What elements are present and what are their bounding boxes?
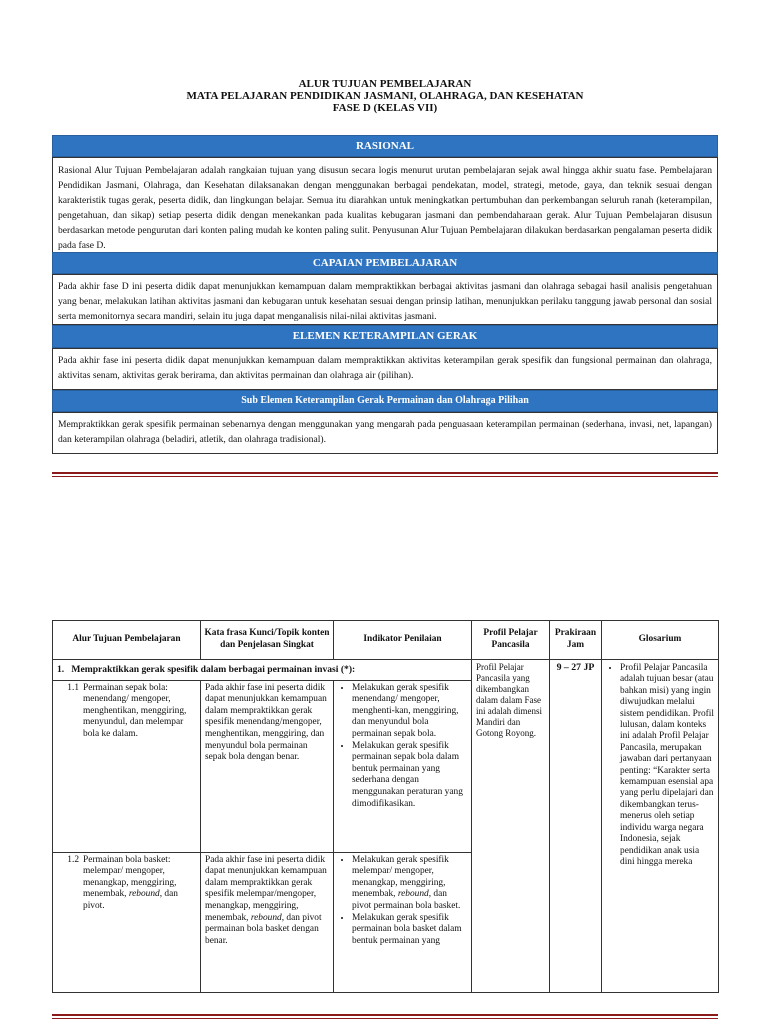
glosarium-cell	[602, 660, 719, 993]
atp-cell	[53, 852, 201, 992]
jam-cell: 9 – 27 JP	[550, 660, 602, 993]
document-title: ALUR TUJUAN PEMBELAJARAN	[298, 78, 472, 90]
capaian-box	[52, 274, 718, 325]
elemen-text: Pada akhir fase ini peserta didik dapat menunjukkan kemampuan dalam mempraktikkan aktivitas keterampilan gerak spesifik dan fungsional permainan dan olahraga, aktivitas senam, aktivitas gerak berirama, dan aktivitas permainan dan olahraga air (pilihan).	[58, 355, 712, 381]
row-number: 1.2	[67, 854, 79, 865]
header-profil: Profil Pelajar Pancasila	[472, 621, 550, 660]
header-glosarium: Glosarium	[602, 621, 719, 660]
page-divider-top-thin	[52, 476, 718, 477]
profil-cell: Profil Pelajar Pancasila yang dikembangkan dalam dalam Fase ini adalah dimensi Mandiri dan Gotong Royong.	[472, 660, 550, 993]
elemen-header: ELEMEN KETERAMPILAN GERAK	[52, 325, 718, 348]
row-number: 1.1	[67, 682, 79, 693]
atp-cell	[53, 680, 201, 852]
goal-heading: 1. Mempraktikkan gerak spesifik dalam berbagai permainan invasi (*):	[53, 660, 472, 681]
rasional-box	[52, 157, 718, 253]
atp-text: Permainan bola basket: melempar/ mengoper, menangkap, menggiring, menembak, rebound, dan pivot.	[83, 854, 178, 911]
page-divider-bottom-thin	[52, 1018, 718, 1019]
indikator-item: • Melakukan gerak spesifik menendang/ mengoper, menghenti-kan, menggiring, dan menyundul bola permainan sepak bola.	[352, 683, 467, 741]
indikator-item: • Melakukan gerak spesifik permainan bola basket dalam bentuk permainan yang	[352, 913, 467, 948]
kata-frasa-cell: Pada akhir fase ini peserta didik dapat menunjukkan kemampuan dalam mempraktikkan gerak spesifik menendang/mengoper, menghentikan, menggiring, dan menyundul bola permainan sepak bola dengan benar.	[201, 680, 334, 852]
table-row	[53, 660, 719, 681]
rasional-header: RASIONAL	[52, 135, 718, 157]
indikator-cell	[334, 852, 472, 992]
indikator-item: • Melakukan gerak spesifik permainan sepak bola dalam bentuk permainan yang sederhana dengan menggunakan peraturan yang dimodifikasikan.	[352, 741, 467, 811]
elemen-box	[52, 348, 718, 390]
sub-elemen-text: Mempraktikkan gerak spesifik permainan sebenarnya dengan menggunakan yang mengarah pada penguasaan keterampilan permainan (sederhana, invasi, net, lapangan) dan keterampilan olahraga (beladiri, atletik, dan olahraga tradisional).	[58, 419, 712, 445]
atp-text: Permainan sepak bola: menendang/ mengoper, menghentikan, menggiring, menyundul, dan melempar bola ke dalam.	[83, 682, 187, 739]
page-divider-top	[52, 472, 718, 474]
atp-table	[52, 620, 719, 993]
indikator-item: • Melakukan gerak spesifik melempar/ mengoper, menangkap, menggiring, menembak, rebound, dan pivot permainan bola basket.	[352, 855, 467, 913]
rasional-text: Rasional Alur Tujuan Pembelajaran adalah rangkaian tujuan yang disusun secara logis menurut urutan pembelajaran sejak awal hingga akhir suatu fase. Pembelajaran Pendidikan Jasmani, Olahraga, dan Kesehatan dilaksanakan dengan menggunakan berbagai pendekatan, model, strategi, metode, gaya, dan teknik sesuai dengan karakteristik tugas gerak, peserta didik, dan lingkungan belajar. Semua itu diarahkan untuk meningkatkan pertumbuhan dan perkembangan seluruh ranah (keterampilan, pengetahuan, dan sikap) setiap peserta didik dengan menekankan pada kualitas kebugaran jasmani dan pembendaharaan gerak. Alur Tujuan Pembelajaran disusun berdasarkan metode pengurutan dari konten paling mudah ke konten paling sulit. Penyusunan Alur Tujuan Pembelajaran dilakukan berdasarkan pengalaman peserta didik pada fase D.	[58, 165, 712, 251]
phase-title: FASE D (KELAS VII)	[332, 102, 438, 114]
page-divider-bottom	[52, 1014, 718, 1016]
table-header-row	[53, 621, 719, 660]
sub-elemen-box	[52, 412, 718, 454]
subject-title: MATA PELAJARAN PENDIDIKAN JASMANI, OLAHRAGA, DAN KESEHATAN	[186, 90, 584, 102]
header-prakiraan-jam: Prakiraan Jam	[550, 621, 602, 660]
header-kata-frasa: Kata frasa Kunci/Topik konten dan Penjelasan Singkat	[201, 621, 334, 660]
indikator-cell	[334, 680, 472, 852]
kata-frasa-cell: Pada akhir fase ini peserta didik dapat menunjukkan kemampuan dalam mempraktikkan gerak spesifik melempar/mengoper, menangkap, menggiring, menembak, rebound, dan pivot permainan bola basket dengan benar.	[201, 852, 334, 992]
glosarium-item: • Profil Pelajar Pancasila adalah tujuan besar (atau bahkan misi) yang ingin diwujudkan melalui sistem pendidikan. Profil lulusan, dalam konteks ini adalah Profil Pelajar Pancasila, merupakan jawaban dari pertanyaan penting: “Karakter serta kemampuan esensial apa yang perlu dipelajari dan dikembangkan terus-menerus oleh setiap individu warga negara Indonesia, sejak pendidikan anak usia dini hingga mereka	[620, 663, 714, 868]
sub-elemen-header: Sub Elemen Keterampilan Gerak Permainan dan Olahraga Pilihan	[52, 390, 718, 412]
capaian-header: CAPAIAN PEMBELAJARAN	[52, 252, 718, 274]
header-indikator: Indikator Penilaian	[334, 621, 472, 660]
header-atp: Alur Tujuan Pembelajaran	[53, 621, 201, 660]
capaian-text: Pada akhir fase D ini peserta didik dapat menunjukkan kemampuan dalam mempraktikkan berbagai aktivitas jasmani dan olahraga sebagai hasil analisis pengetahuan yang benar, melakukan latihan aktivitas jasmani dan kebugaran untuk kesehatan sesuai dengan prinsip latihan, menunjukkan perilaku tanggung jawab personal dan sosial serta memonitornya secara mandiri, selain itu juga dapat menganalisis nilai-nilai aktivitas jasmani.	[58, 281, 712, 322]
